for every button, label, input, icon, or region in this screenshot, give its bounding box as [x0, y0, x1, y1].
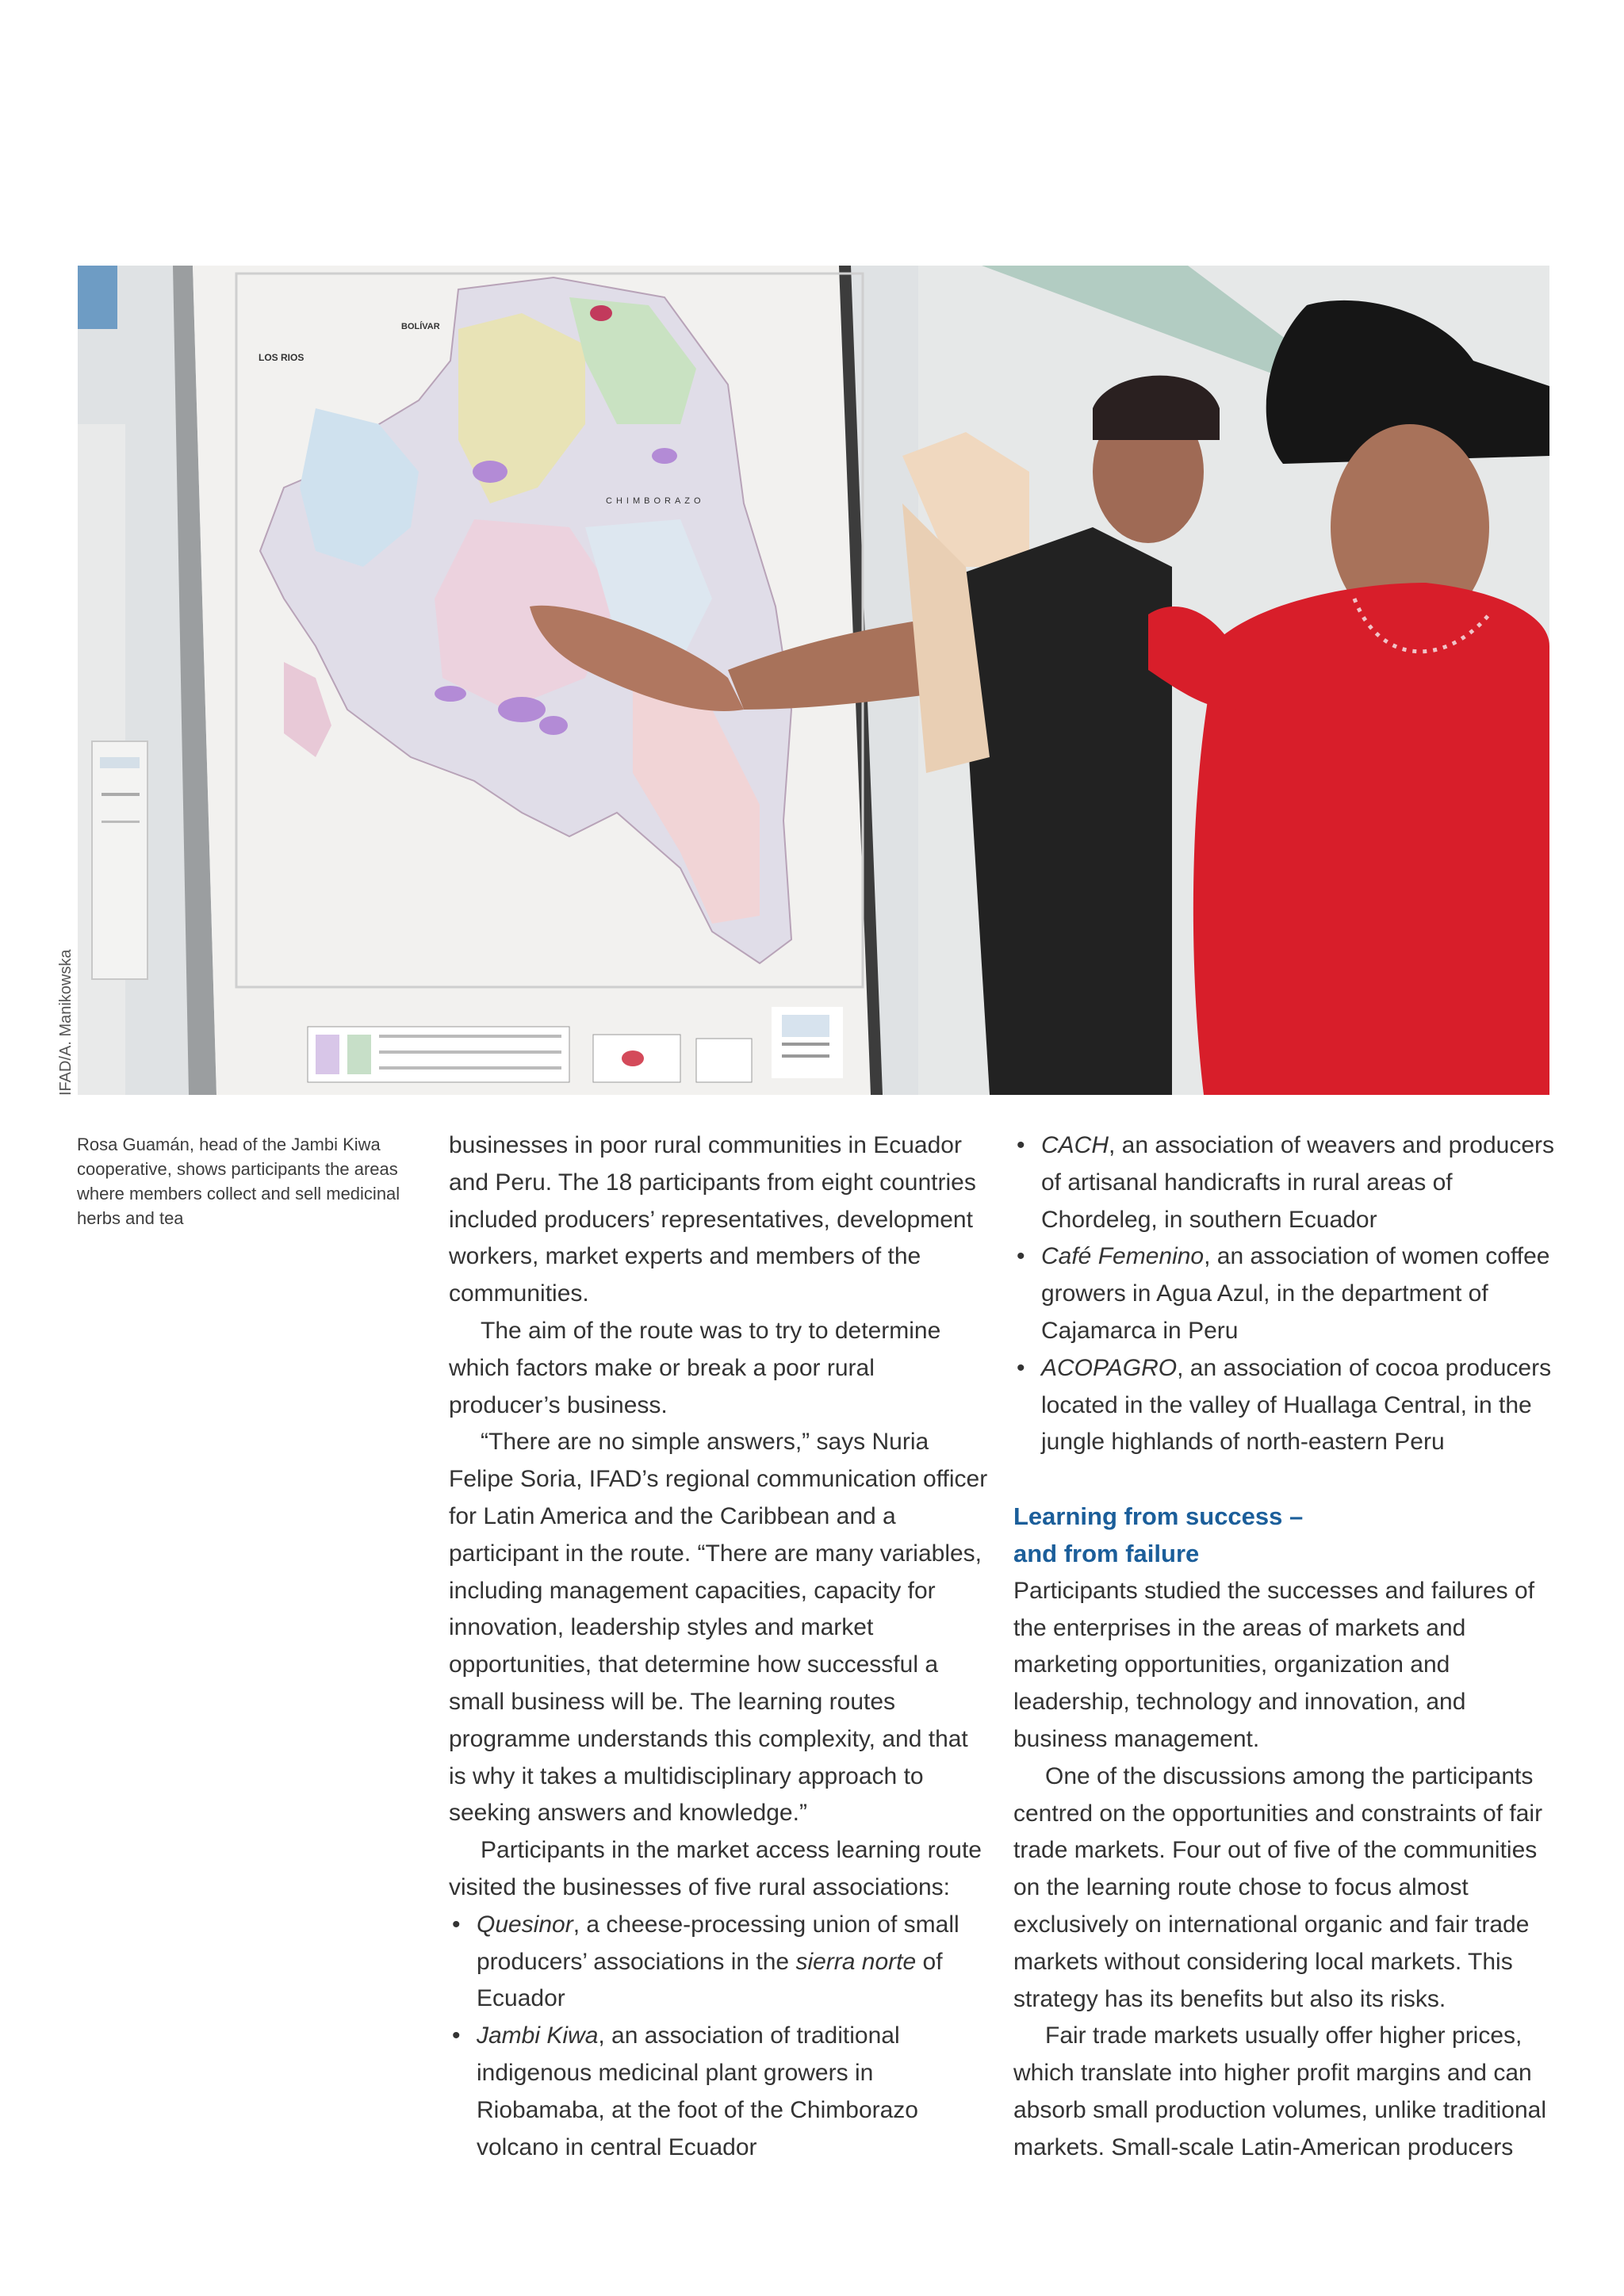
photo-caption: Rosa Guamán, head of the Jambi Kiwa cooperative, shows participants the areas where members collect and sell medicinal herbs and tea — [77, 1135, 400, 1228]
paragraph: Fair trade markets usually offer higher prices, which translate into higher profit margins and can absorb small production volumes, unlike traditional markets. Small-scale Latin-American producers — [1013, 2022, 1547, 2160]
section-heading-line: and from failure — [1013, 1539, 1200, 1567]
section-heading — [1013, 1498, 1561, 1573]
list-item — [1013, 1350, 1561, 1461]
list-item-text: , a cheese-processing union of small producers’ associations in the — [477, 1911, 959, 1975]
photo-credit: IFAD/A. Manikowska — [57, 949, 75, 1096]
paragraph: Participants in the market access learning route visited the businesses of five rural associations: — [449, 1837, 982, 1900]
list-item — [449, 1907, 988, 2018]
association-name: Quesinor — [477, 1911, 573, 1938]
list-item — [449, 2018, 988, 2166]
list-item — [1013, 1238, 1561, 1349]
list-item-text: , an association of weavers and producers of artisanal handicrafts in rural areas of Chordeleg, in southern Ecuador — [1041, 1132, 1555, 1233]
list-item-text: , an association of cocoa producers located in the valley of Huallaga Central, in the jungle highlands of north-eastern Peru — [1041, 1354, 1552, 1456]
associations-list-continued — [1013, 1127, 1561, 1461]
association-name: CACH — [1041, 1132, 1109, 1158]
list-item-text: , an association of traditional indigenous medicinal plant growers in Riobamaba, at the foot of the Chimborazo volcano in central Ecuador — [477, 2022, 918, 2160]
list-item — [1013, 1127, 1561, 1238]
paragraph-quote: “There are no simple answers,” says Nuria Felipe Soria, IFAD’s regional communication officer for Latin America and the Caribbean and a participant in the route. “There are many variables, including management capacities, capacity for innovation, leadership styles and market opportunities, that determine how successful a small business will be. The learning routes programme understands this complexity, and that is why it takes a multidisciplinary approach to seeking answers and knowledge.” — [449, 1429, 988, 1827]
photo-illustration — [78, 266, 1549, 1095]
list-item-text: of Ecuador — [477, 1948, 943, 2012]
map-label-chimborazo: CHIMBORAZO — [606, 496, 705, 506]
emphasis: sierra norte — [795, 1948, 917, 1975]
map-label-bolivar: BOLÍVAR — [401, 322, 440, 331]
body-column-1 — [449, 1127, 988, 2166]
association-name: ACOPAGRO — [1041, 1354, 1178, 1381]
paragraph: The aim of the route was to try to determine which factors make or break a poor rural producer’s business. — [449, 1317, 941, 1418]
association-name: Jambi Kiwa — [477, 2022, 599, 2049]
section-heading-line: Learning from success – — [1013, 1502, 1304, 1531]
paragraph: Participants studied the successes and failures of the enterprises in the areas of markets and marketing opportunities, organization and leadership, technology and innovation, and business management. — [1013, 1577, 1535, 1752]
photo — [78, 266, 1549, 1095]
associations-list — [449, 1907, 988, 2167]
body-column-2 — [1013, 1127, 1561, 2167]
association-name: Café Femenino — [1041, 1243, 1205, 1270]
paragraph: businesses in poor rural communities in Ecuador and Peru. The 18 participants from eight countries included producers’ representatives, development workers, market experts and members of the communities. — [449, 1132, 976, 1307]
list-item-text: , an association of women coffee growers in Agua Azul, in the department of Cajamarca in Peru — [1041, 1243, 1550, 1344]
map-label-los-rios: LOS RIOS — [259, 352, 304, 363]
paragraph: One of the discussions among the participants centred on the opportunities and constraints of fair trade markets. Four out of five of the communities on the learning route chose to focus almost exclusively on international organic and fair trade markets without considering local markets. This strategy has its benefits but also its risks. — [1013, 1762, 1543, 2012]
